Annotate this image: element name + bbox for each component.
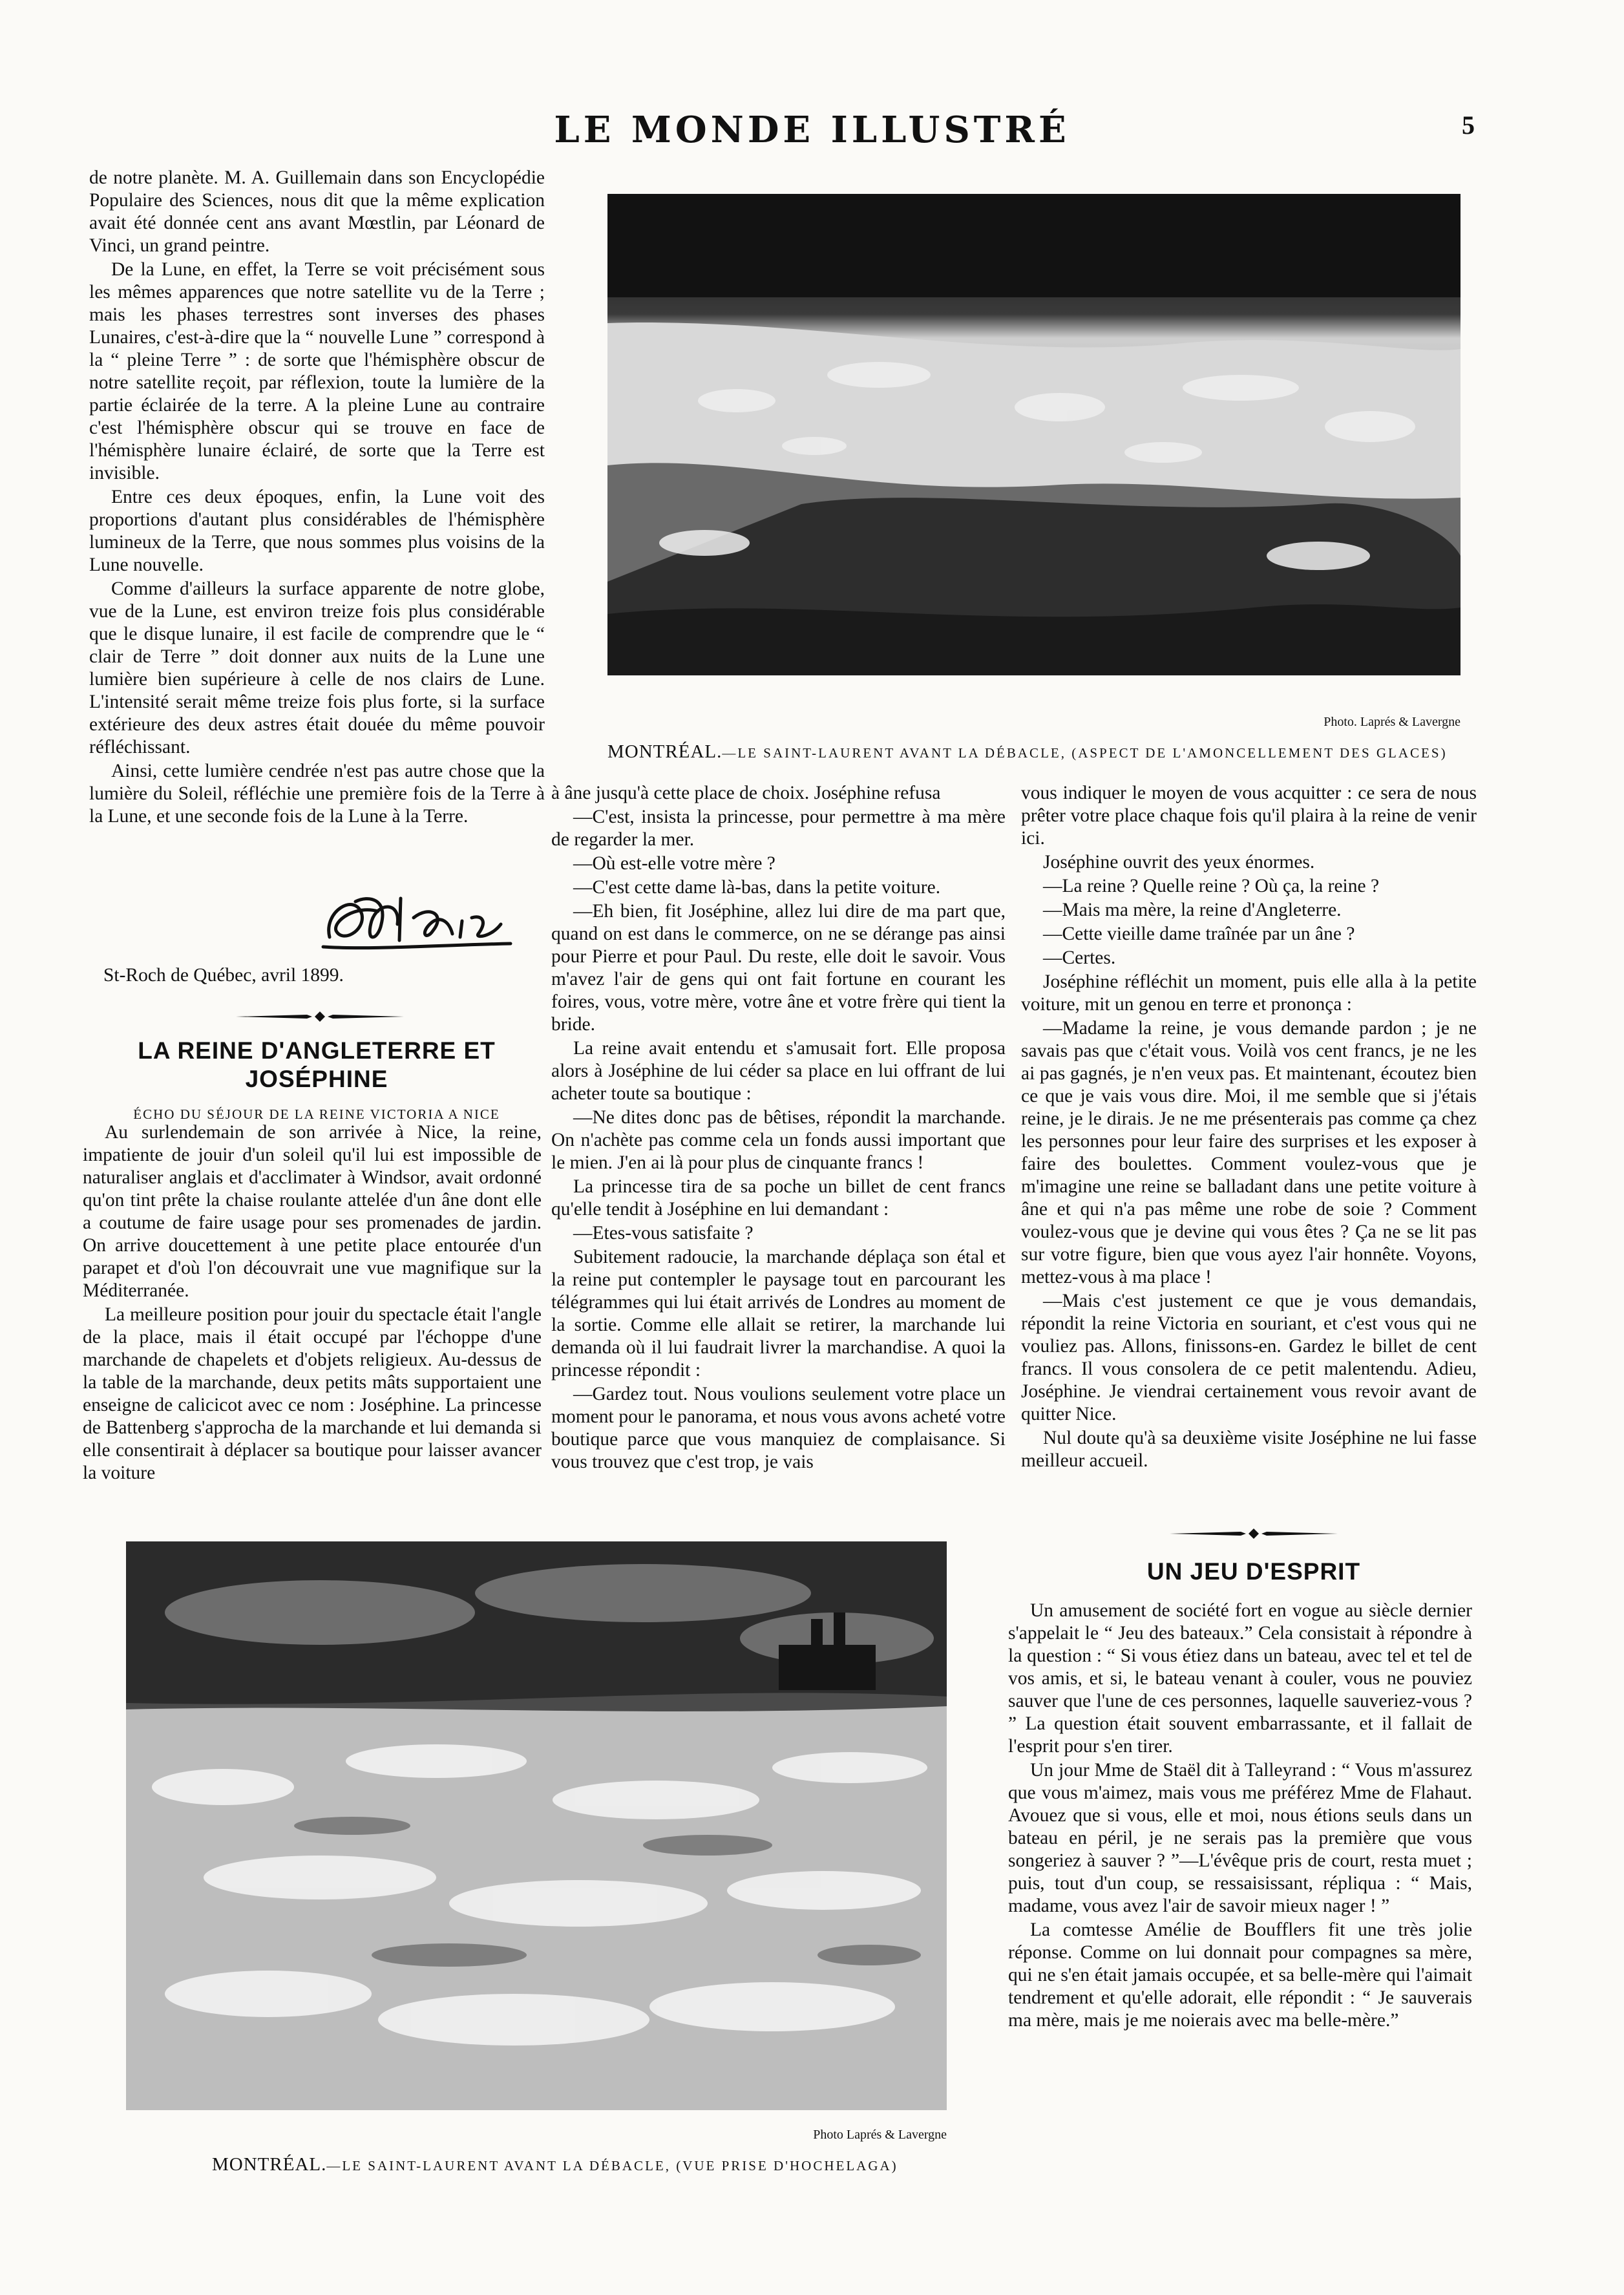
paragraph: —Eh bien, fit Joséphine, allez lui dire de ma part que, quand on est dans le commerce, on ne se dérange pas ainsi pour Pierre et pour Paul. Du reste, elle doit le savoir. Vous m'avez l'air de gens qui ont fait fortune en courant les foires, vous, votre mère, votre âne et votre frère qui tient la bride. (551, 901, 1006, 1035)
photo-saint-laurent-glaces (607, 194, 1461, 675)
masthead-title: LE MONDE ILLUSTRÉ (554, 109, 1070, 151)
paragraph: —La reine ? Quelle reine ? Où ça, la reine ? (1043, 876, 1380, 896)
paragraph: Joséphine ouvrit des yeux énormes. (1043, 852, 1315, 873)
caption-title: MONTRÉAL. (607, 741, 722, 762)
paragraph: Comme d'ailleurs la surface apparente de notre globe, vue de la Lune, est environ treize fois plus considérable que le disque lunaire, il est facile de comprendre que le “ clair de Terre ” doit donner aux nuits de la Lune une lumière bien supérieure à celle de nos clairs de Lune. L'intensité serait même treize fois plus forte, si la surface extérieure des deux astres était douée du même pouvoir réfléchissant. (89, 578, 545, 757)
paragraph: Ainsi, cette lumière cendrée n'est pas autre chose que la lumière du Soleil, réfléchie une première fois de la Terre à la Lune, et une seconde fois de la Lune à la Terre. (89, 761, 545, 827)
article-title: LA REINE D'ANGLETERRE ET JOSÉPHINE (138, 1037, 496, 1092)
photo-credit: Photo Laprés & Lavergne (813, 2128, 947, 2142)
dateline: St-Roch de Québec, avril 1899. (103, 965, 344, 986)
paragraph: La reine avait entendu et s'amusait fort. Elle proposa alors à Joséphine de lui céder sa place en lui offrant de lui acheter toute sa boutique : (551, 1038, 1006, 1104)
article-reine-column-1 (83, 1121, 542, 1485)
ornament-divider (1163, 1527, 1344, 1541)
paragraph: —Etes-vous satisfaite ? (573, 1223, 754, 1243)
paragraph: De la Lune, en effet, la Terre se voit précisément sous les mêmes apparences que notre satellite vu de la Terre ; mais les phases terrestres sont inverses des phases Lunaires, c'est-à-dire que la “ nouvelle Lune ” correspond à la “ pleine Terre ” : de sorte que l'hémisphère obscur de notre satellite reçoit, par réflexion, toute la lumière de la partie éclairée de la terre. A la pleine Lune au contraire c'est l'hémisphère obscur qui se trouve en face de l'hémisphère lunaire éclairé, de sorte que la Terre est invisible. (89, 259, 545, 483)
paragraph: —Certes. (1043, 947, 1116, 968)
photo-saint-laurent-hochelaga (126, 1541, 947, 2110)
author-signature (317, 885, 523, 957)
paragraph: —Mais c'est justement ce que je vous demandais, répondit la reine Victoria en souriant, et c'est vous qui ne vouliez pas. Allons, finissons-en. Gardez le billet de cent francs. Il vous consolera de ce petit malentendu. Adieu, Joséphine. Je viendrai certainement vous revoir avant de quitter Nice. (1021, 1291, 1477, 1424)
article-reine-column-2 (551, 782, 1006, 1474)
river-ice-image (126, 1541, 947, 2110)
paragraph: Au surlendemain de son arrivée à Nice, la reine, impatiente de jouir d'un soleil qu'il lui est impossible de naturaliser anglais et d'acclimater à Windsor, avait ordonné qu'on tint prête la chaise roulante attelée d'un âne dont elle a coutume de faire usage pour ses promenades de jardin. On arrive doucettement à une petite place entourée d'un parapet et d'où l'on découvrait une vue magnifique sur la Méditerranée. (83, 1122, 542, 1301)
ice-field-image (607, 194, 1461, 675)
paragraph: La meilleure position pour jouir du spectacle était l'angle de la place, mais il était occupé par l'échoppe d'une marchande de chapelets et d'objets religieux. Au-dessus de la table de la marchande, deux petits mâts supportaient une enseigne de calicicot avec ce nom : Joséphine. La princesse de Battenberg s'approcha de la marchande et lui demanda si elle consentirait à déplacer sa boutique pour laisser avancer la voiture (83, 1304, 542, 1483)
paragraph: Entre ces deux époques, enfin, la Lune voit des proportions d'autant plus considérables de l'hémisphère lumineux de la Terre, que nous sommes plus voisins de la Lune nouvelle. (89, 487, 545, 575)
page-number: 5 (1462, 111, 1475, 140)
paragraph: Nul doute qu'à sa deuxième visite Joséphine ne lui fasse meilleur accueil. (1021, 1428, 1477, 1471)
photo-caption (607, 741, 1448, 763)
article-reine-column-3 (1021, 782, 1477, 1472)
paragraph: —Ne dites donc pas de bêtises, répondit la marchande. On n'achète pas comme cela un fonds aussi important que le mien. J'en ai là pour plus de cinquante francs ! (551, 1107, 1006, 1173)
paragraph: Un amusement de société fort en vogue au siècle dernier s'appelait le “ Jeu des bateaux.” Cela consistait à répondre à la question : “ Si vous étiez dans un bateau, avec tel et tel de vos amis, et si, le bateau venant à couler, vous ne pouviez sauver que l'une de ces personnes, laquelle sauveriez-vous ? ” La question était souvent embarrassante, et il fallait de l'esprit pour s'en tirer. (1008, 1600, 1472, 1757)
paragraph: —Madame la reine, je vous demande pardon ; je ne savais pas que c'était vous. Voilà vos cent francs, je ne les ai pas gagnés, je n'en veux pas. Et maintenant, écoutez bien ce que je vais vous dire. Moi, il me semble que si j'étais reine, je le dirais. Je ne me présenterais pas comme ça chez les personnes pour leur faire des surprises et les exposer à faire des boulettes. Comment voulez-vous que je m'imagine une reine se balladant dans une petite voiture à âne et qui n'a pas même une robe de soie ? Comment voulez-vous que je devine qui vous êtes ? Ça ne se lit pas sur votre figure, bien que vous ayez l'air honnête. Voyons, mettez-vous à ma place ! (1021, 1018, 1477, 1287)
article-subtitle: ÉCHO DU SÉJOUR DE LA REINE VICTORIA A NICE (133, 1106, 500, 1122)
paragraph: —Cette vieille dame traînée par un âne ? (1043, 924, 1355, 944)
ornament-divider (229, 1010, 410, 1024)
paragraph: à âne jusqu'à cette place de choix. Joséphine refusa (551, 783, 941, 803)
paragraph: de notre planète. M. A. Guillemain dans son Encyclopédie Populaire des Sciences, nous dit que la même explication avait été donnée cent ans avant Mœstlin, par Léonard de Vinci, un grand peintre. (89, 167, 545, 256)
paragraph: —Gardez tout. Nous voulions seulement votre place un moment pour le panorama, et nous vous avons acheté votre boutique parce que vous manquiez de complaisance. Si vous trouvez que c'est trop, je vais (551, 1384, 1006, 1472)
paragraph: —Où est-elle votre mère ? (573, 853, 775, 874)
caption-text: —LE SAINT-LAURENT AVANT LA DÉBACLE, (VUE PRISE D'HOCHELAGA) (326, 2158, 898, 2173)
paragraph: Joséphine réfléchit un moment, puis elle alla à la petite voiture, mit un genou en terre et prononça : (1021, 971, 1477, 1015)
article-title: UN JEU D'ESPRIT (1146, 1558, 1361, 1585)
paragraph: vous indiquer le moyen de vous acquitter : ce sera de nous prêter votre place chaque fois qu'il plaira à la reine de venir ici. (1021, 783, 1477, 849)
paragraph: La comtesse Amélie de Boufflers fit une très jolie réponse. Comme on lui donnait pour compagnes sa mère, qui ne s'en était jamais occupée, et sa belle-mère qui l'aimait tendrement et qu'elle adorait, elle répondit : “ Je sauverais ma mère, mais je me noierais avec ma belle-mère.” (1008, 1920, 1472, 2031)
caption-text: —LE SAINT-LAURENT AVANT LA DÉBACLE, (ASPECT DE L'AMONCELLEMENT DES GLACES) (722, 745, 1448, 761)
photo-credit: Photo. Laprés & Lavergne (1323, 715, 1461, 729)
caption-title: MONTRÉAL. (212, 2154, 327, 2175)
photo-caption (212, 2154, 898, 2175)
paragraph: Un jour Mme de Staël dit à Talleyrand : “ Vous m'assurez que vous m'aimez, mais vous me préférez Mme de Flahaut. Avouez que si vous, elle et moi, nous étions seuls dans un bateau en péril, je ne serais pas la première que vous songeriez à sauver ? ”—L'évêque pris de court, resta muet ; puis, tout d'un coup, se ressaisissant, répliqua : “ Mais, madame, vous avez l'air de savoir mieux nager ! ” (1008, 1760, 1472, 1916)
article-jeu-esprit (1008, 1600, 1472, 2032)
paragraph: —C'est cette dame là-bas, dans la petite voiture. (573, 877, 941, 898)
paragraph: —Mais ma mère, la reine d'Angleterre. (1043, 900, 1342, 920)
paragraph: —C'est, insista la princesse, pour permettre à ma mère de regarder la mer. (551, 807, 1006, 850)
column-1-continuation (89, 167, 545, 828)
paragraph: La princesse tira de sa poche un billet de cent francs qu'elle tendit à Joséphine en lui demandant : (551, 1176, 1006, 1220)
paragraph: Subitement radoucie, la marchande déplaça son étal et la reine put contempler le paysage tout en parcourant les télégrammes qui lui était arrivés de Londres au moment de la sortie. Comme elle allait se retirer, la marchande lui demanda où il lui faudrait livrer la marchandise. A quoi la princesse répondit : (551, 1247, 1006, 1380)
